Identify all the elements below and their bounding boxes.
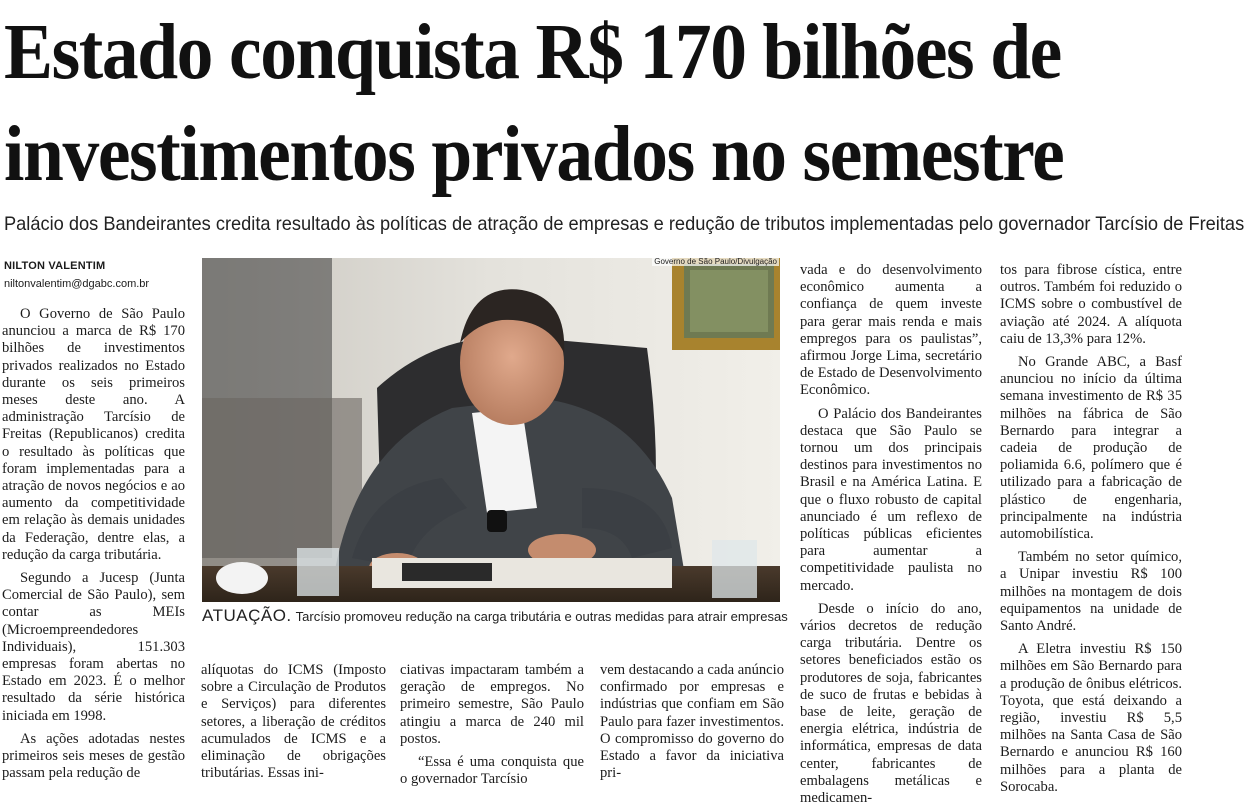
paragraph: As ações adotadas nestes primeiros seis meses de gestão passam pela redução de	[2, 730, 185, 782]
paragraph: Também no setor químico, a Unipar investiu R$ 100 milhões na montagem de dois equipamentos na unidade de Santo André.	[1000, 549, 1182, 635]
headline	[4, 2, 1101, 206]
paragraph: Segundo a Jucesp (Junta Comercial de São Paulo), sem contar as MEIs (Microempreendedores Individuais), 151.303 empresas foram abertas no Estado em 2023. É o melhor resultado da série histórica iniciada em 1998.	[2, 570, 185, 724]
paragraph: A Eletra investiu R$ 150 milhões em São Bernardo para a produção de ônibus elétricos. Toyota, que está deixando a região, investiu R$ 5,5 milhões na Santa Casa de São Bernardo e anunciou R$ 160 milhões para a planta de Sorocaba.	[1000, 641, 1182, 795]
article-column-5	[800, 262, 982, 807]
byline-author: NILTON VALENTIM	[4, 260, 106, 272]
paragraph: O Palácio dos Bandeirantes destaca que São Paulo se tornou um dos principais destinos para investimentos no Brasil e na América Latina. E que o fluxo robusto de capital anunciado é um reflexo de políticas públicas eficientes para aumentar a competitividade paulista no mercado.	[800, 405, 982, 594]
paragraph: tos para fibrose cística, entre outros. Também foi reduzido o ICMS sobre o combustível de aviação até 2024. A alíquota caiu de 13,3% para 12%.	[1000, 262, 1182, 347]
paragraph: ciativas impactaram também a geração de empregos. No primeiro semestre, São Paulo atingiu a marca de 240 mil postos.	[400, 662, 584, 747]
paragraph: vada e do desenvolvimento econômico aumenta a confiança de quem investe para gerar mais renda e mais empregos para os paulistas”, afirmou Jorge Lima, secretário de Estado de Desenvolvimento Econômico.	[800, 262, 982, 399]
headline-line-1: Estado conquista R$ 170 bilhões de	[4, 9, 1061, 96]
byline-email[interactable]: niltonvalentim@dgabc.com.br	[4, 278, 150, 290]
article-photo	[202, 258, 780, 602]
caption-kicker: ATUAÇÃO.	[202, 606, 292, 625]
article-column-2	[201, 662, 386, 781]
paragraph: vem destacando a cada anúncio confirmado por empresas e indústrias que confiam em São Paulo para fazer investimentos. O compromisso do governo do Estado a favor da iniciativa pri-	[600, 662, 784, 782]
article-column-6	[1000, 262, 1182, 795]
paragraph: “Essa é uma conquista que o governador Tarcísio	[400, 754, 584, 788]
headline-line-2: investimentos privados no semestre	[4, 111, 1064, 198]
paragraph: alíquotas do ICMS (Imposto sobre a Circulação de Produtos e Serviços) para diferentes setores, a liberação de créditos acumulados de ICMS e a eliminação de obrigações tributárias. Essas ini-	[201, 662, 386, 782]
article-column-1	[2, 306, 185, 781]
caption-text: Tarcísio promoveu redução na carga tributária e outras medidas para atrair empresas	[295, 609, 788, 624]
article-column-4	[600, 662, 784, 781]
paragraph: Desde o início do ano, vários decretos de redução carga tributária. Dentre os setores beneficiados estão os produtores de soja, fabricantes de suco de frutas e bebidas à base de leite, geração de energia elétrica, indústria de informática, empresas de data center, fabricantes de embalagens metálicas e medicamen-	[800, 600, 982, 807]
article-column-3	[400, 662, 584, 788]
paragraph: No Grande ABC, a Basf anunciou no início da última semana investimento de R$ 35 milhões na fábrica de São Bernardo para integrar a cadeia de produção de poliamida 6.6, polímero que é utilizado para a fabricação de plástico de engenharia, principalmente na indústria automobilística.	[1000, 354, 1182, 543]
photo-credit: Governo de São Paulo/Divulgação	[654, 257, 777, 266]
photo-caption	[202, 606, 802, 626]
subheadline: Palácio dos Bandeirantes credita resultado às políticas de atração de empresas e redução de tributos implementadas pelo governador Tarcísio de Freitas	[4, 213, 1244, 235]
byline	[4, 260, 149, 290]
paragraph: O Governo de São Paulo anunciou a marca de R$ 170 bilhões de investimentos privados realizados no Estado durante os seis primeiros meses deste ano. A administração Tarcísio de Freitas (Republicanos) credita o resultado às políticas que foram implementadas para a atração de novos negócios e ao aumento da competitividade em relação às demais unidades da Federação, dentre elas, a redução da carga tributária.	[2, 306, 185, 563]
governor-signing-photo	[202, 258, 780, 602]
